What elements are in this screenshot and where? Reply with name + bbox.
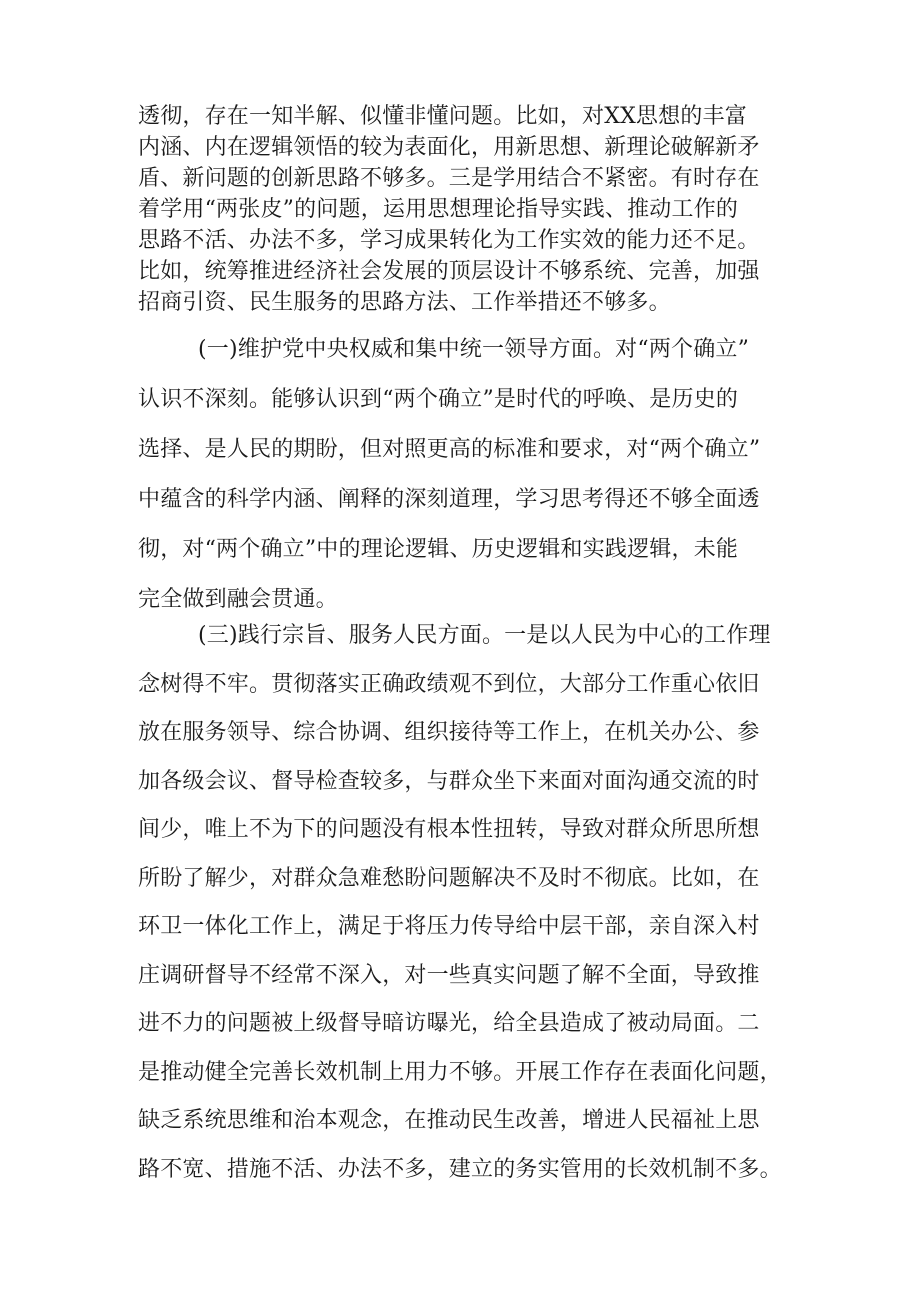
text-line: 放在服务领导、综合协调、组织接待等工作上，在机关办公、参 [138, 720, 760, 745]
text-line: 进不力的问题被上级督导暗访曝光，给全县造成了被动局面。二 [138, 1011, 760, 1036]
text-line: 内涵、内在逻辑领悟的较为表面化，用新思想、新理论破解新矛 [138, 135, 760, 160]
paragraph-section-three [138, 612, 788, 1194]
text-line: 是推动健全完善长效机制上用力不够。开展工作存在表面化问题， [138, 1059, 782, 1085]
paragraph-study-application [138, 101, 788, 318]
text-line: 中蕴含的科学内涵、阐释的深刻道理，学习思考得还不够全面透 [138, 487, 760, 512]
text-line: 念树得不牢。贯彻落实正确政绩观不到位，大部分工作重心依旧 [138, 671, 760, 697]
text-line: 招商引资、民生服务的思路方法、工作举措还不够多。 [138, 290, 671, 315]
text-line: 加各级会议、督导检查较多，与群众坐下来面对面沟通交流的时 [138, 768, 760, 794]
text-line: 着学用“两张皮”的问题，运用思想理论指导实践、推动工作的 [138, 197, 739, 222]
text-line: 完全做到融会贯通。 [138, 587, 338, 612]
text-line: 透彻，存在一知半解、似懂非懂问题。比如，对XX思想的丰富 [138, 104, 747, 129]
text-line: 思路不活、办法不多，学习成果转化为工作实效的能力还不足。 [138, 228, 760, 253]
text-line: 认识不深刻。能够认识到“两个确立”是时代的呼唤、是历史的 [138, 387, 739, 412]
text-line: 盾、新问题的创新思路不够多。三是学用结合不紧密。有时存在 [138, 166, 760, 191]
text-line: 比如，统筹推进经济社会发展的顶层设计不够系统、完善，加强 [138, 259, 760, 284]
paragraph-section-one [138, 325, 788, 625]
text-line: 缺乏系统思维和治本观念，在推动民生改善，增进人民福祉上思 [138, 1108, 760, 1133]
text-line: 环卫一体化工作上，满足于将压力传导给中层干部，亲自深入村 [138, 914, 760, 939]
text-line: 彻，对“两个确立”中的理论逻辑、历史逻辑和实践逻辑，未能 [138, 537, 739, 562]
text-line: 路不宽、措施不活、办法不多，建立的务实管用的长效机制不多。 [138, 1156, 782, 1182]
section-heading-line: (一)维护党中央权威和集中统一领导方面。对“两个确立” [198, 337, 750, 362]
text-line: 所盼了解少，对群众急难愁盼问题解决不及时不彻底。比如，在 [138, 865, 760, 891]
text-line: 庄调研督导不经常不深入，对一些真实问题了解不全面，导致推 [138, 962, 760, 988]
text-line: 选择、是人民的期盼，但对照更高的标准和要求，对“两个确立” [138, 437, 761, 462]
text-line: 间少，唯上不为下的问题没有根本性扭转，导致对群众所思所想 [138, 817, 760, 842]
section-heading-line: (三)践行宗旨、服务人民方面。一是以人民为中心的工作理 [198, 623, 771, 648]
